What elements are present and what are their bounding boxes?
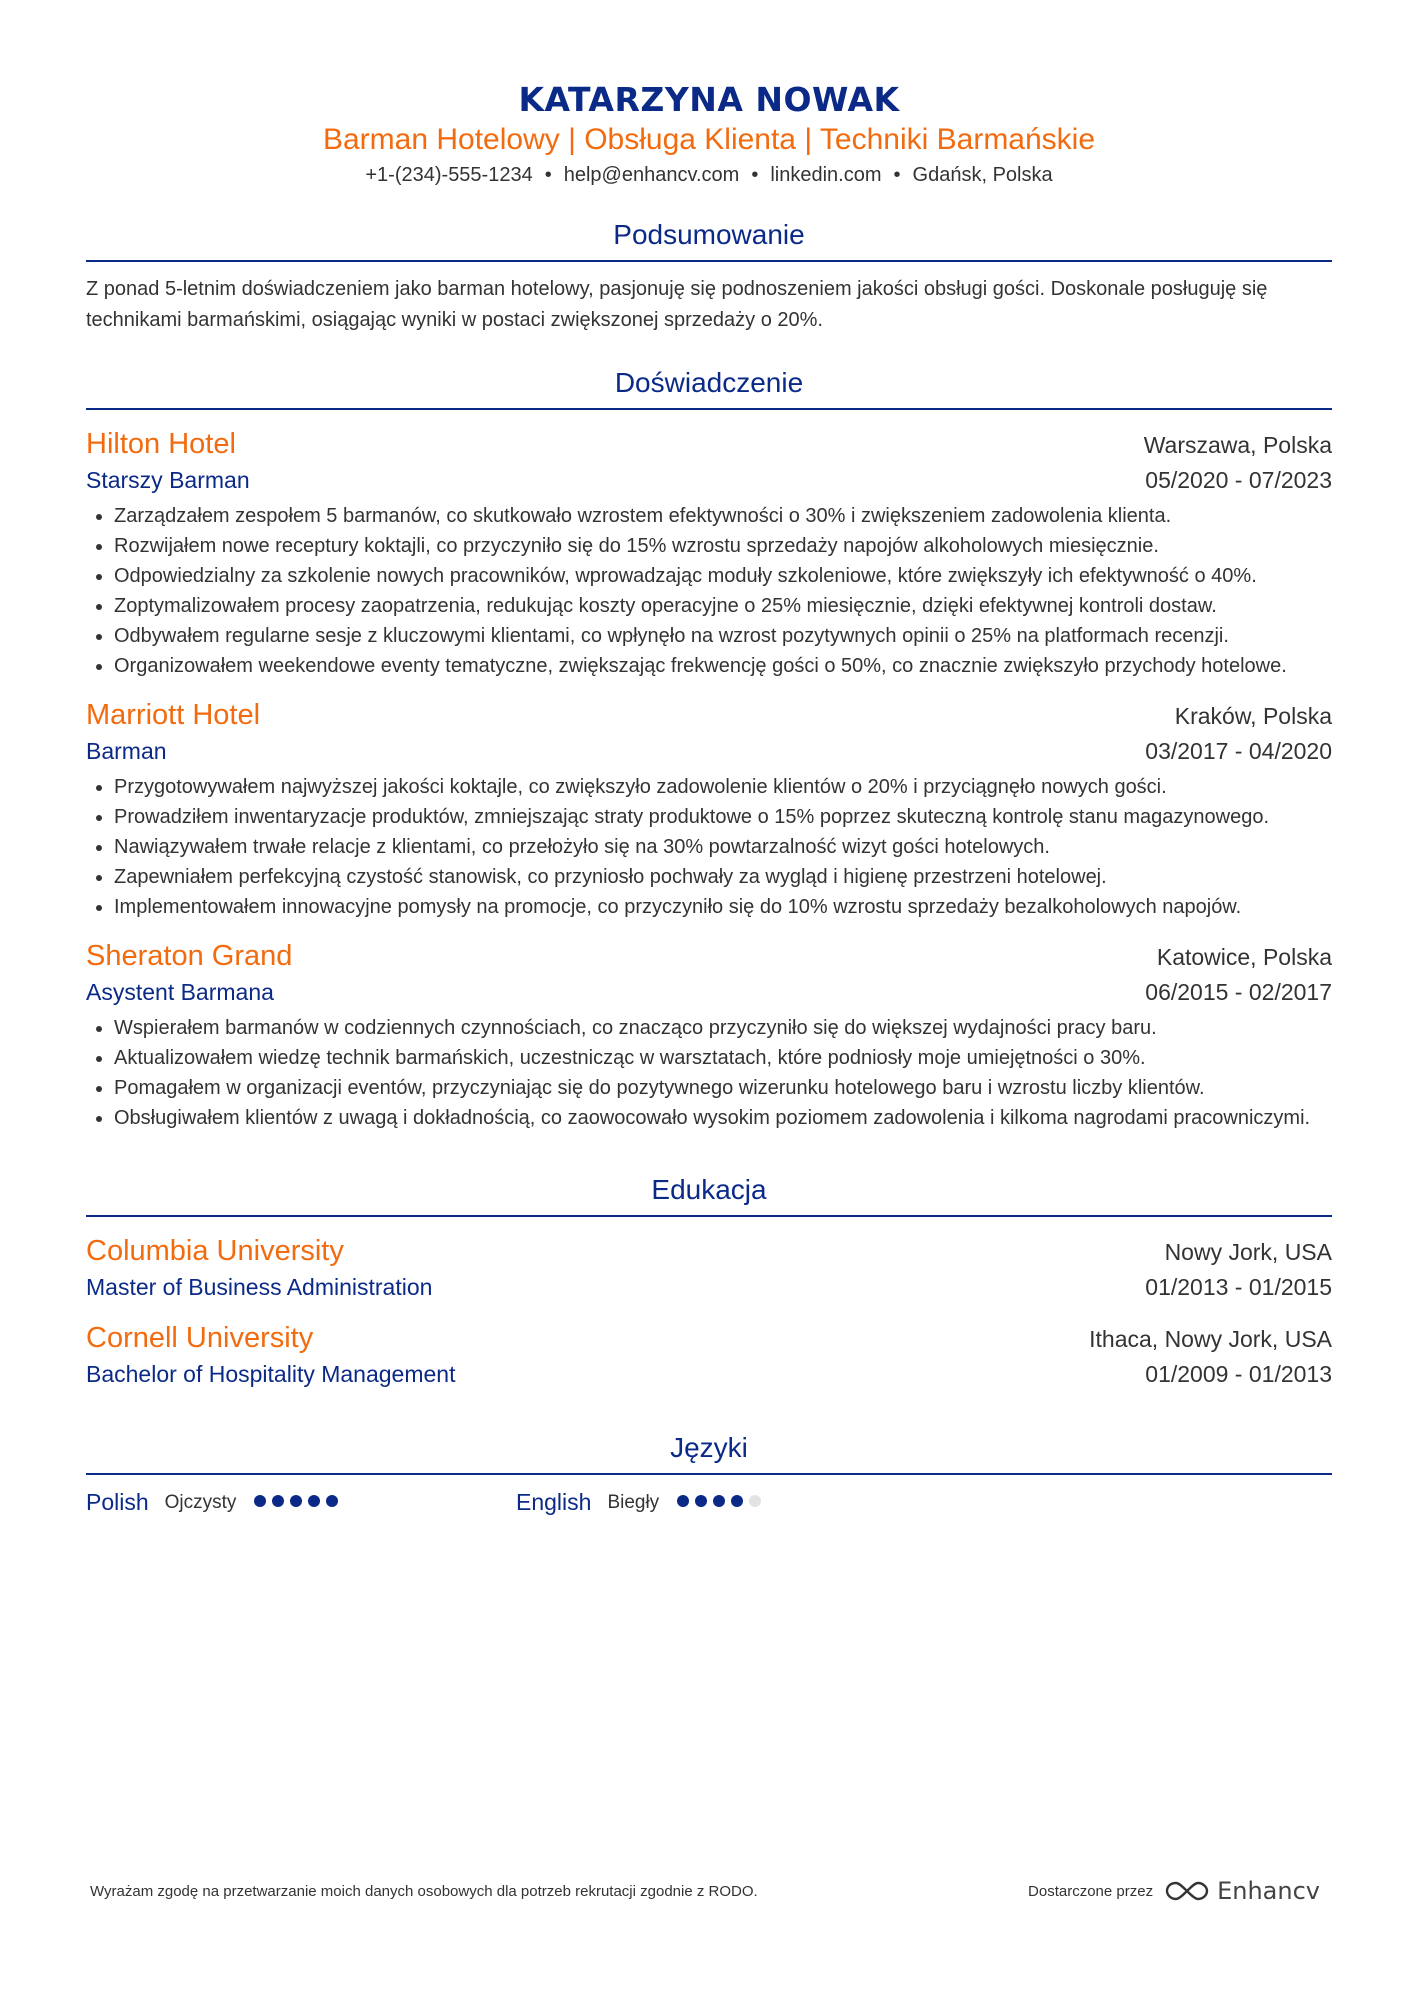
gdpr-consent: Wyrażam zgodę na przetwarzanie moich danych osobowych dla potrzeb rekrutacji zgodnie z RODO. bbox=[90, 1882, 758, 1900]
separator-dot: • bbox=[893, 164, 901, 186]
candidate-name: KATARZYNA NOWAK bbox=[518, 80, 900, 119]
company-name: Sheraton Grand bbox=[86, 940, 293, 972]
phone: +1-(234)-555-1234 bbox=[365, 164, 533, 186]
proficiency-dot-filled bbox=[308, 1495, 320, 1507]
achievement-item: Zarządzałem zespołem 5 barmanów, co skutkowało wzrostem efektywności o 30% i zwiększeniem zadowolenia klienta. bbox=[114, 501, 1332, 531]
degree: Bachelor of Hospitality Management bbox=[86, 1361, 456, 1387]
job-location: Kraków, Polska bbox=[1174, 703, 1332, 729]
experience-entry bbox=[86, 938, 1332, 1133]
job-dates: 03/2017 - 04/2020 bbox=[1145, 738, 1332, 764]
contact-info bbox=[86, 162, 1332, 188]
company-name: Marriott Hotel bbox=[86, 699, 261, 731]
achievement-item: Zoptymalizowałem procesy zaopatrzenia, redukując koszty operacyjne o 25% miesięcznie, dzięki efektywnej kontroli dostaw. bbox=[114, 591, 1332, 621]
achievement-item: Nawiązywałem trwałe relacje z klientami, co przełożyło się na 30% powtarzalność wizyt gości hotelowych. bbox=[114, 832, 1332, 862]
brand-logo-text[interactable]: Enhancv bbox=[1217, 1877, 1320, 1905]
proficiency-dot-filled bbox=[254, 1495, 266, 1507]
proficiency-dot-filled bbox=[272, 1495, 284, 1507]
education-entry bbox=[86, 1233, 1332, 1304]
section-title-education: Edukacja bbox=[86, 1173, 1332, 1217]
school-name: Cornell University bbox=[86, 1322, 314, 1354]
job-location: Katowice, Polska bbox=[1156, 944, 1332, 970]
infinity-logo-icon bbox=[1165, 1879, 1209, 1903]
job-title: Asystent Barmana bbox=[86, 979, 274, 1005]
separator-dot: • bbox=[544, 164, 552, 186]
proficiency-dot-empty bbox=[749, 1495, 761, 1507]
proficiency-dot-filled bbox=[677, 1495, 689, 1507]
proficiency-dot-filled bbox=[713, 1495, 725, 1507]
powered-by bbox=[1028, 1877, 1320, 1905]
school-name: Columbia University bbox=[86, 1235, 344, 1267]
proficiency-dots bbox=[254, 1494, 344, 1512]
language-level: Biegły bbox=[607, 1491, 660, 1513]
education-entry bbox=[86, 1320, 1332, 1391]
proficiency-dot-filled bbox=[731, 1495, 743, 1507]
resume-page bbox=[86, 80, 1332, 1516]
school-location: Nowy Jork, USA bbox=[1164, 1239, 1332, 1265]
section-title-experience: Doświadczenie bbox=[86, 366, 1332, 410]
powered-by-label: Dostarczone przez bbox=[1028, 1882, 1154, 1900]
separator-dot: • bbox=[751, 164, 759, 186]
achievement-item: Prowadziłem inwentaryzacje produktów, zmniejszając straty produktowe o 15% poprzez skuteczną kontrolę stanu magazynowego. bbox=[114, 802, 1332, 832]
achievement-item: Wspierałem barmanów w codziennych czynnościach, co znacząco przyczyniło się do większej wydajności pracy baru. bbox=[114, 1013, 1332, 1043]
proficiency-dot-filled bbox=[695, 1495, 707, 1507]
achievement-item: Pomagałem w organizacji eventów, przyczyniając się do pozytywnego wizerunku hotelowego baru i wzrostu liczby klientów. bbox=[114, 1073, 1332, 1103]
achievement-item: Odpowiedzialny za szkolenie nowych pracowników, wprowadzając moduły szkoleniowe, które zwiększyły ich efektywność o 40%. bbox=[114, 561, 1332, 591]
education-dates: 01/2009 - 01/2013 bbox=[1145, 1361, 1332, 1387]
achievement-item: Zapewniałem perfekcyjną czystość stanowisk, co przyniosło pochwały za wygląd i higienę przestrzeni hotelowej. bbox=[114, 862, 1332, 892]
job-dates: 05/2020 - 07/2023 bbox=[1145, 467, 1332, 493]
company-name: Hilton Hotel bbox=[86, 428, 236, 460]
achievement-item: Implementowałem innowacyjne pomysły na promocje, co przyczyniło się do 10% wzrostu sprzedaży bezalkoholowych napojów. bbox=[114, 892, 1332, 922]
footer bbox=[90, 1877, 1320, 1905]
job-title: Starszy Barman bbox=[86, 467, 250, 493]
email-link[interactable]: help@enhancv.com bbox=[563, 164, 740, 186]
achievement-item: Obsługiwałem klientów z uwagą i dokładnością, co zaowocowało wysokim poziomem zadowolenia i kilkoma nagrodami pracowniczymi. bbox=[114, 1103, 1332, 1133]
achievement-item: Rozwijałem nowe receptury koktajli, co przyczyniło się do 15% wzrostu sprzedaży napojów alkoholowych miesięcznie. bbox=[114, 531, 1332, 561]
experience-entry bbox=[86, 697, 1332, 922]
languages-list bbox=[86, 1489, 1332, 1516]
school-location: Ithaca, Nowy Jork, USA bbox=[1089, 1326, 1332, 1352]
experience-entry bbox=[86, 426, 1332, 681]
job-dates: 06/2015 - 02/2017 bbox=[1145, 979, 1332, 1005]
location: Gdańsk, Polska bbox=[912, 164, 1053, 186]
achievement-item: Odbywałem regularne sesje z kluczowymi klientami, co wpłynęło na wzrost pozytywnych opinii o 25% na platformach recenzji. bbox=[114, 621, 1332, 651]
education-dates: 01/2013 - 01/2015 bbox=[1145, 1274, 1332, 1300]
proficiency-dot-filled bbox=[290, 1495, 302, 1507]
section-title-summary: Podsumowanie bbox=[86, 218, 1332, 262]
achievement-list bbox=[86, 772, 1332, 922]
language-item bbox=[86, 1489, 516, 1516]
language-item bbox=[516, 1489, 946, 1516]
job-title: Barman bbox=[86, 738, 167, 764]
language-level: Ojczysty bbox=[164, 1491, 237, 1513]
proficiency-dot-filled bbox=[326, 1495, 338, 1507]
achievement-item: Organizowałem weekendowe eventy tematyczne, zwiększając frekwencję gości o 50%, co znacznie zwiększyło przychody hotelowe. bbox=[114, 651, 1332, 681]
section-title-languages: Języki bbox=[86, 1431, 1332, 1475]
language-name: Polish bbox=[86, 1489, 149, 1515]
achievement-list bbox=[86, 1013, 1332, 1133]
achievement-item: Aktualizowałem wiedzę technik barmańskich, uczestnicząc w warsztatach, które podniosły moje umiejętności o 30%. bbox=[114, 1043, 1332, 1073]
proficiency-dots bbox=[677, 1494, 767, 1512]
language-name: English bbox=[516, 1489, 592, 1515]
degree: Master of Business Administration bbox=[86, 1274, 433, 1300]
linkedin-link[interactable]: linkedin.com bbox=[770, 164, 882, 186]
achievement-list bbox=[86, 501, 1332, 681]
achievement-item: Przygotowywałem najwyższej jakości koktajle, co zwiększyło zadowolenie klientów o 20% i przyciągnęło nowych gości. bbox=[114, 772, 1332, 802]
summary-text: Z ponad 5-letnim doświadczeniem jako barman hotelowy, pasjonuję się podnoszeniem jakości obsługi gości. Doskonale posługuję się technikami barmańskimi, osiągając wyniki w postaci zwiększonej sprzedaży o 20%. bbox=[86, 278, 1268, 331]
job-location: Warszawa, Polska bbox=[1143, 432, 1332, 458]
headline: Barman Hotelowy | Obsługa Klienta | Techniki Barmańskie bbox=[322, 123, 1096, 156]
